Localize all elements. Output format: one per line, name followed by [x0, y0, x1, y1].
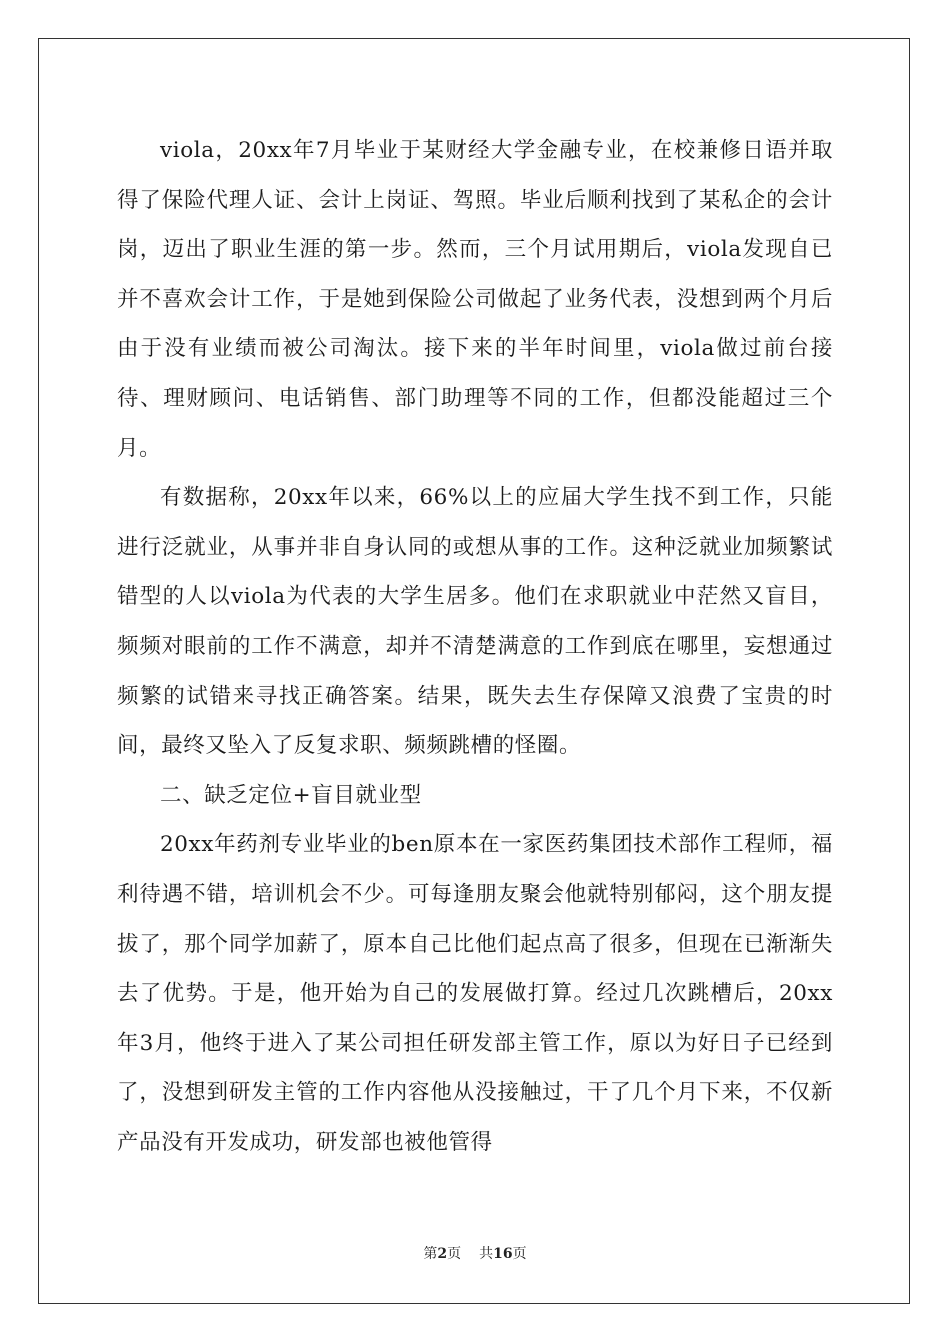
- section-heading: 二、缺乏定位+盲目就业型: [160, 782, 422, 808]
- paragraph-3: 20xx年药剂专业毕业的ben原本在一家医药集团技术部作工程师，福利待遇不错，培训机会不少。可每逢朋友聚会他就特别郁闷，这个朋友提拔了，那个同学加薪了，原本自己比他们起点高了很多，但现在已渐渐失去了优势。于是，他开始为自己的发展做打算。经过几次跳槽后，20xx年3月，他终于进入了某公司担任研发部主管工作，原以为好日子已经到了，没想到研发主管的工作内容他从没接触过，干了几个月下来，不仅新产品没有开发成功，研发部也被他管得: [117, 832, 833, 1155]
- document-body: [117, 126, 833, 1167]
- page-number: 第2页: [423, 1246, 462, 1262]
- page-footer: [0, 1244, 950, 1264]
- page-total: 共16页: [479, 1246, 527, 1262]
- paragraph-1: viola，20xx年7月毕业于某财经大学金融专业，在校兼修日语并取得了保险代理人证、会计上岗证、驾照。毕业后顺利找到了某私企的会计岗，迈出了职业生涯的第一步。然而，三个月试用期后，viola发现自已并不喜欢会计工作，于是她到保险公司做起了业务代表，没想到两个月后由于没有业绩而被公司淘汰。接下来的半年时间里，viola做过前台接待、理财顾问、电话销售、部门助理等不同的工作，但都没能超过三个月。: [117, 138, 833, 461]
- paragraph-2: 有数据称，20xx年以来，66%以上的应届大学生找不到工作，只能进行泛就业，从事并非自身认同的或想从事的工作。这种泛就业加频繁试错型的人以viola为代表的大学生居多。他们在求职就业中茫然又盲目，频频对眼前的工作不满意，却并不清楚满意的工作到底在哪里，妄想通过频繁的试错来寻找正确答案。结果，既失去生存保障又浪费了宝贵的时间，最终又坠入了反复求职、频频跳槽的怪圈。: [117, 485, 833, 759]
